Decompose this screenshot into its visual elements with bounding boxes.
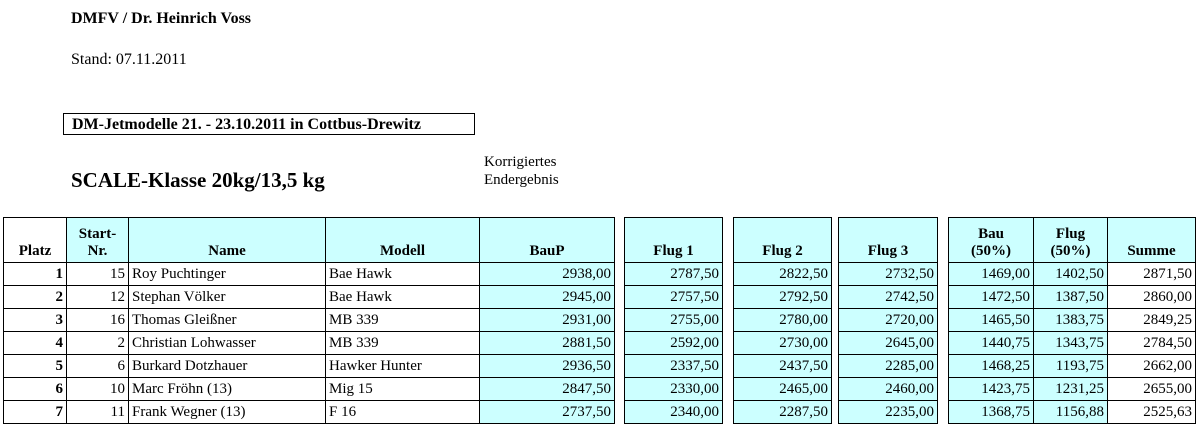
platz-cell: 6 bbox=[4, 378, 67, 401]
table-row bbox=[734, 263, 832, 286]
table-row bbox=[839, 401, 938, 424]
table-row bbox=[625, 263, 723, 286]
flug50-cell: 1193,75 bbox=[1034, 355, 1108, 378]
table-row bbox=[4, 309, 615, 332]
summary-table bbox=[948, 217, 1196, 424]
col-flug-line2: (50%) bbox=[1050, 243, 1091, 259]
col-name: Name bbox=[129, 218, 326, 263]
name-cell: Thomas Gleißner bbox=[129, 309, 326, 332]
flug1-cell: 2787,50 bbox=[625, 263, 723, 286]
platz-cell: 2 bbox=[4, 286, 67, 309]
table-row bbox=[4, 355, 615, 378]
table-row bbox=[949, 263, 1196, 286]
table-row bbox=[839, 263, 938, 286]
platz-cell: 7 bbox=[4, 401, 67, 424]
flug2-table bbox=[733, 217, 832, 424]
baup-cell: 2737,50 bbox=[480, 401, 615, 424]
table-row bbox=[4, 263, 615, 286]
table-row bbox=[949, 332, 1196, 355]
table-row bbox=[4, 401, 615, 424]
table-row bbox=[734, 378, 832, 401]
modell-cell: Bae Hawk bbox=[326, 263, 480, 286]
table-row bbox=[949, 401, 1196, 424]
col-modell: Modell bbox=[326, 218, 480, 263]
start-nr-cell: 2 bbox=[67, 332, 129, 355]
header-row bbox=[625, 218, 723, 263]
bau50-cell: 1440,75 bbox=[949, 332, 1034, 355]
table-row bbox=[734, 355, 832, 378]
summe-cell: 2784,50 bbox=[1108, 332, 1196, 355]
header-row bbox=[734, 218, 832, 263]
flug50-cell: 1383,75 bbox=[1034, 309, 1108, 332]
platz-cell: 1 bbox=[4, 263, 67, 286]
flug3-table bbox=[838, 217, 938, 424]
header-row bbox=[4, 218, 615, 263]
table-row bbox=[839, 309, 938, 332]
col-flug1: Flug 1 bbox=[625, 218, 723, 263]
flug2-cell: 2780,00 bbox=[734, 309, 832, 332]
table-row bbox=[949, 309, 1196, 332]
flug1-table bbox=[624, 217, 723, 424]
flug1-cell: 2330,00 bbox=[625, 378, 723, 401]
start-nr-cell: 6 bbox=[67, 355, 129, 378]
platz-cell: 3 bbox=[4, 309, 67, 332]
flug1-cell: 2337,50 bbox=[625, 355, 723, 378]
table-row bbox=[949, 378, 1196, 401]
table-row bbox=[734, 332, 832, 355]
note-line-1: Korrigiertes bbox=[484, 154, 557, 170]
modell-cell: F 16 bbox=[326, 401, 480, 424]
flug50-cell: 1343,75 bbox=[1034, 332, 1108, 355]
modell-cell: Hawker Hunter bbox=[326, 355, 480, 378]
table-row bbox=[4, 332, 615, 355]
col-bau-line2: (50%) bbox=[971, 243, 1011, 259]
baup-cell: 2847,50 bbox=[480, 378, 615, 401]
summe-cell: 2860,00 bbox=[1108, 286, 1196, 309]
start-nr-cell: 12 bbox=[67, 286, 129, 309]
col-baup: BauP bbox=[480, 218, 615, 263]
flug50-cell: 1231,25 bbox=[1034, 378, 1108, 401]
modell-cell: Mig 15 bbox=[326, 378, 480, 401]
event-title-box: DM-Jetmodelle 21. - 23.10.2011 in Cottbus-Drewitz bbox=[63, 113, 475, 135]
name-cell: Frank Wegner (13) bbox=[129, 401, 326, 424]
flug1-cell: 2592,00 bbox=[625, 332, 723, 355]
flug1-cell: 2340,00 bbox=[625, 401, 723, 424]
bau50-cell: 1423,75 bbox=[949, 378, 1034, 401]
bau50-cell: 1472,50 bbox=[949, 286, 1034, 309]
flug2-cell: 2437,50 bbox=[734, 355, 832, 378]
flug50-cell: 1156,88 bbox=[1034, 401, 1108, 424]
table-row bbox=[839, 355, 938, 378]
table-row bbox=[625, 378, 723, 401]
table-row bbox=[734, 309, 832, 332]
name-cell: Stephan Völker bbox=[129, 286, 326, 309]
organization-title: DMFV / Dr. Heinrich Voss bbox=[71, 10, 252, 27]
table-row bbox=[4, 378, 615, 401]
table-row bbox=[625, 355, 723, 378]
col-bau-line1: Bau bbox=[978, 226, 1004, 242]
table-row bbox=[839, 332, 938, 355]
baup-cell: 2938,00 bbox=[480, 263, 615, 286]
table-row bbox=[625, 309, 723, 332]
flug2-cell: 2792,50 bbox=[734, 286, 832, 309]
flug3-cell: 2720,00 bbox=[839, 309, 938, 332]
bau50-cell: 1468,25 bbox=[949, 355, 1034, 378]
header-row bbox=[839, 218, 938, 263]
col-bau-50 bbox=[949, 218, 1034, 263]
table-row bbox=[625, 401, 723, 424]
flug1-cell: 2757,50 bbox=[625, 286, 723, 309]
modell-cell: MB 339 bbox=[326, 332, 480, 355]
table-row bbox=[949, 355, 1196, 378]
flug2-cell: 2730,00 bbox=[734, 332, 832, 355]
main-results-table bbox=[3, 217, 615, 424]
flug1-cell: 2755,00 bbox=[625, 309, 723, 332]
name-cell: Marc Fröhn (13) bbox=[129, 378, 326, 401]
header-row bbox=[949, 218, 1196, 263]
bau50-cell: 1368,75 bbox=[949, 401, 1034, 424]
summe-cell: 2525,63 bbox=[1108, 401, 1196, 424]
start-nr-cell: 10 bbox=[67, 378, 129, 401]
table-row bbox=[4, 286, 615, 309]
modell-cell: Bae Hawk bbox=[326, 286, 480, 309]
col-start-line1: Start- bbox=[78, 226, 117, 242]
col-start-line2: Nr. bbox=[87, 243, 108, 259]
class-title: SCALE-Klasse 20kg/13,5 kg bbox=[71, 168, 325, 192]
flug3-cell: 2732,50 bbox=[839, 263, 938, 286]
flug50-cell: 1387,50 bbox=[1034, 286, 1108, 309]
platz-cell: 4 bbox=[4, 332, 67, 355]
bau50-cell: 1465,50 bbox=[949, 309, 1034, 332]
flug3-cell: 2285,00 bbox=[839, 355, 938, 378]
flug2-cell: 2822,50 bbox=[734, 263, 832, 286]
flug2-cell: 2287,50 bbox=[734, 401, 832, 424]
baup-cell: 2881,50 bbox=[480, 332, 615, 355]
flug3-cell: 2645,00 bbox=[839, 332, 938, 355]
col-flug-line1: Flug bbox=[1055, 226, 1086, 242]
note-line-2: Endergebnis bbox=[484, 172, 559, 188]
baup-cell: 2936,50 bbox=[480, 355, 615, 378]
name-cell: Roy Puchtinger bbox=[129, 263, 326, 286]
col-flug2: Flug 2 bbox=[734, 218, 832, 263]
date-stamp: Stand: 07.11.2011 bbox=[71, 51, 187, 68]
name-cell: Christian Lohwasser bbox=[129, 332, 326, 355]
bau50-cell: 1469,00 bbox=[949, 263, 1034, 286]
result-note bbox=[484, 153, 559, 189]
table-row bbox=[839, 378, 938, 401]
name-cell: Burkard Dotzhauer bbox=[129, 355, 326, 378]
col-start-nr bbox=[67, 218, 129, 263]
col-flug-50 bbox=[1034, 218, 1108, 263]
platz-cell: 5 bbox=[4, 355, 67, 378]
flug50-cell: 1402,50 bbox=[1034, 263, 1108, 286]
col-summe: Summe bbox=[1108, 218, 1196, 263]
baup-cell: 2931,00 bbox=[480, 309, 615, 332]
start-nr-cell: 11 bbox=[67, 401, 129, 424]
col-platz: Platz bbox=[4, 218, 67, 263]
table-row bbox=[625, 286, 723, 309]
table-row bbox=[734, 401, 832, 424]
flug3-cell: 2460,00 bbox=[839, 378, 938, 401]
summe-cell: 2655,00 bbox=[1108, 378, 1196, 401]
start-nr-cell: 16 bbox=[67, 309, 129, 332]
table-row bbox=[625, 332, 723, 355]
summe-cell: 2662,00 bbox=[1108, 355, 1196, 378]
col-flug3: Flug 3 bbox=[839, 218, 938, 263]
start-nr-cell: 15 bbox=[67, 263, 129, 286]
summe-cell: 2849,25 bbox=[1108, 309, 1196, 332]
table-row bbox=[734, 286, 832, 309]
table-row bbox=[839, 286, 938, 309]
flug3-cell: 2235,00 bbox=[839, 401, 938, 424]
flug3-cell: 2742,50 bbox=[839, 286, 938, 309]
baup-cell: 2945,00 bbox=[480, 286, 615, 309]
table-row bbox=[949, 286, 1196, 309]
summe-cell: 2871,50 bbox=[1108, 263, 1196, 286]
flug2-cell: 2465,00 bbox=[734, 378, 832, 401]
modell-cell: MB 339 bbox=[326, 309, 480, 332]
